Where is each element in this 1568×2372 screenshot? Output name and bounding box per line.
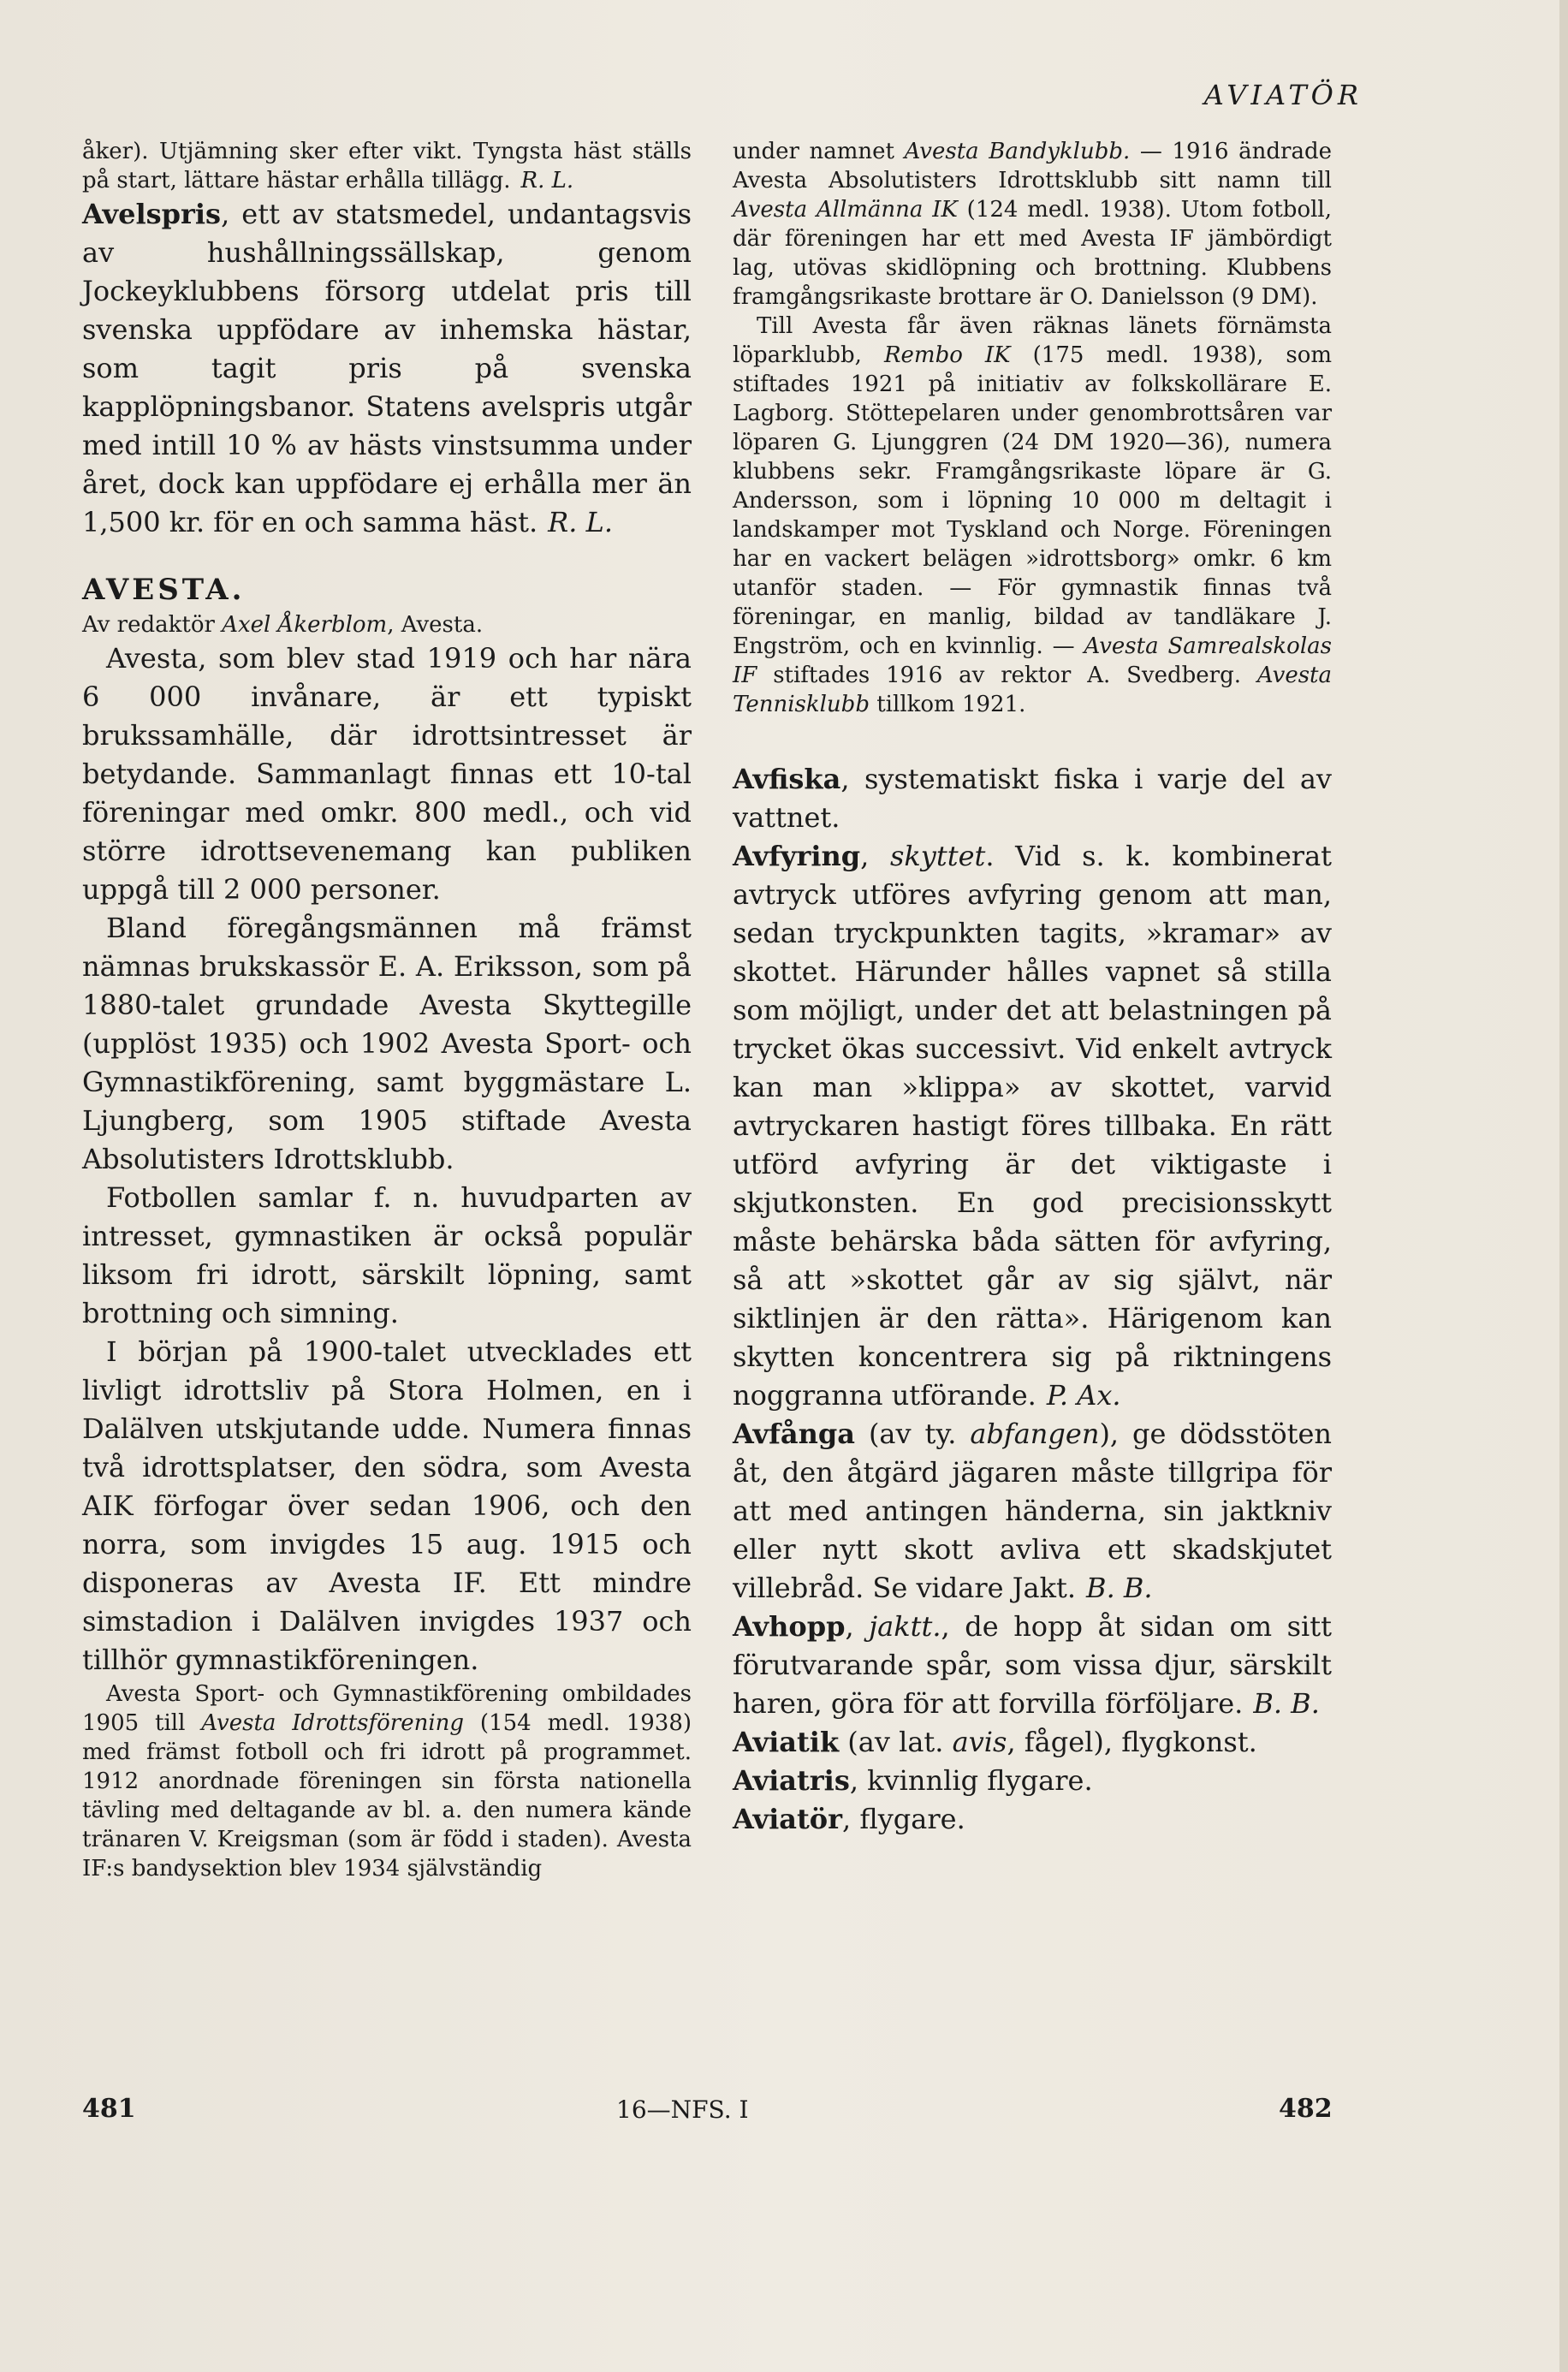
entry-term: Aviatör [733, 1803, 842, 1835]
paragraph [82, 1179, 692, 1333]
paragraph [82, 1333, 692, 1679]
right-column [733, 137, 1332, 1839]
entry-term: Avfyring [733, 840, 861, 872]
paragraph-text: , fågel), flygkonst. [1007, 1726, 1257, 1758]
paragraph [733, 312, 1332, 719]
paragraph [82, 1679, 692, 1883]
paragraph-text: — 1916 ändrade Avesta Absolutisters Idrottsklubb sitt namn till [733, 139, 1333, 193]
paragraph [733, 1608, 1332, 1723]
paragraph [733, 760, 1332, 837]
page-number-left: 481 [82, 2094, 136, 2124]
paragraph-text: stiftades 1916 av rektor A. Svedberg. [757, 663, 1257, 688]
paragraph [82, 639, 692, 909]
entry-term: Avfånga [733, 1418, 855, 1450]
italic-text: Avesta Idrottsförening [201, 1710, 465, 1736]
paragraph [733, 837, 1332, 1415]
entry-term: Avelspris [82, 198, 222, 230]
paragraph-text: , ett av statsmedel, undantagsvis av hushållningssällskap, genom Jockeyklubbens försorg utdelat pris till svenska uppfödare av inhemska hästar, som tagit pris på svenska kapplöpningsbanor. Statens avelspris utgår med intill 10 % av hästs vinstsumma under året, dock kan uppfödare ej erhålla mer än 1,500 kr. för en och samma häst. [82, 198, 692, 538]
paragraph-text: (av ty. [855, 1418, 971, 1450]
paragraph-text: Bland föregångsmännen må främst nämnas brukskassör E. A. Eriksson, som på 1880-talet grundade Avesta Skyttegille (upplöst 1935) och 1902 Avesta Sport- och Gymnastikförening, samt byggmästare L. Ljungberg, som 1905 stiftade Avesta Absolutisters Idrottsklubb. [82, 912, 692, 1175]
entry-term: Aviatik [733, 1726, 840, 1758]
paragraph-text: , systematiskt fiska i varje del av vattnet. [733, 763, 1332, 834]
italic-text: Rembo IK [883, 342, 1011, 368]
paragraph-text: ), ge dödsstöten åt, den åtgärd jägaren måste tillgripa för att med antingen händerna, sin jaktkniv eller nytt skott avliva ett skadskjutet villebråd. Se vidare Jakt. [733, 1418, 1332, 1604]
author-signature: B. B. [1086, 1572, 1153, 1604]
paragraph-text: under namnet [733, 139, 905, 164]
paragraph [733, 137, 1332, 312]
paragraph [82, 137, 692, 195]
italic-text: abfangen [970, 1418, 1100, 1450]
author-signature: R. L. [548, 506, 613, 538]
running-head: AVIATÖR [1203, 79, 1363, 111]
italic-text: Avesta Allmänna IK [733, 197, 958, 223]
paragraph [82, 909, 692, 1179]
paragraph [733, 1415, 1332, 1608]
author-signature: B. B. [1253, 1687, 1320, 1720]
paragraph [82, 610, 692, 639]
entry-term: Aviatris [733, 1764, 850, 1797]
paragraph-text: tillkom 1921. [869, 692, 1026, 717]
italic-text: Avesta Tennisklubb [733, 663, 1332, 717]
italic-text: skyttet [889, 840, 986, 872]
paragraph-text: (154 medl. 1938) med främst fotboll och fri idrott på programmet. 1912 anordnade föreningen sin första nationella tävling med deltagande av bl. a. den numera kände tränaren V. Kreigsman (som är född i staden). Avesta IF:s bandysektion blev 1934 självständig [82, 1710, 692, 1882]
paragraph-text: Av redaktör [82, 612, 223, 638]
paragraph-text: (175 medl. 1938), som stiftades 1921 på initiativ av folkskollärare E. Lagborg. Stöttepelaren under genombrottsåren var löparen G. Ljunggren (24 DM 1920—36), numera klubbens sekr. Framgångsrikaste löpare är G. Andersson, som i löpning 10 000 m deltagit i landskamper mot Tyskland och Norge. Föreningen har en vackert belägen »idrottsborg» omkr. 6 km utanför staden. — För gymnastik finnas två föreningar, en manlig, bildad av tandläkare J. Engström, och en kvinnlig. — [733, 342, 1333, 659]
paragraph [733, 1762, 1332, 1800]
paragraph-text: Fotbollen samlar f. n. huvudparten av intresset, gymnastiken är också populär liksom fri idrott, särskilt löpning, samt brottning och simning. [82, 1181, 692, 1329]
paragraph-text: , Avesta. [387, 612, 484, 638]
italic-text: jaktt. [869, 1610, 941, 1643]
paragraph-text: Avesta, som blev stad 1919 och har nära 6 000 invånare, är ett typiskt brukssamhälle, där idrottsintresset är betydande. Sammanlagt finnas ett 10-tal föreningar med omkr. 800 medl., och vid större idrottsevenemang kan publiken uppgå till 2 000 personer. [82, 642, 692, 906]
paragraph-text: . Vid s. k. kombinerat avtryck utföres avfyring genom att man, sedan tryckpunkten tagits, »kramar» av skottet. Härunder hålles vapnet så stilla som möjligt, under det att belastningen på trycket ökas successivt. Vid enkelt avtryck kan man »klippa» av skottet, varvid avtryckaren hastigt föres tillbaka. En rätt utförd avfyring är det viktigaste i skjutkonsten. En god precisionsskytt måste behärska båda sätten för avfyring, så att »skottet går av sig självt, när siktlinjen är den rätta». Härigenom kan skytten koncentrera sig på riktningens noggranna utförande. [733, 840, 1333, 1412]
printer-signature: 16—NFS. I [616, 2096, 749, 2124]
italic-text: Avesta Bandyklubb. [904, 139, 1131, 164]
paragraph-text: , kvinnlig flygare. [849, 1764, 1093, 1797]
paragraph-text: AVESTA. [82, 573, 246, 607]
paragraph [82, 195, 692, 542]
italic-text: Avesta Samrealskolas IF [733, 633, 1332, 688]
paragraph-text: (124 medl. 1938). Utom fotboll, där föreningen har ett med Avesta IF jämbördigt lag, utövas skidlöpning och brottning. Klubbens framgångsrikaste brottare är O. Danielsson (9 DM). [733, 197, 1332, 310]
author-signature: P. Ax. [1046, 1379, 1121, 1412]
paragraph-text: , de hopp åt sidan om sitt förutvarande spår, som vissa djur, särskilt haren, göra för att forvilla förföljare. [733, 1610, 1333, 1720]
page-number-right: 482 [1279, 2094, 1333, 2124]
section-heading [82, 573, 692, 607]
paragraph-text: , [860, 840, 890, 872]
paragraph-text: , [845, 1610, 870, 1643]
paragraph-text: (av lat. [839, 1726, 953, 1758]
entry-term: Avfiska [733, 763, 841, 795]
paragraph-text: åker). Utjämning sker efter vikt. Tyngsta häst ställs på start, lättare hästar erhålla tillägg. [82, 139, 692, 193]
paragraph-text: Till Avesta får även räknas länets förnämsta löparklubb, [733, 313, 1332, 368]
paragraph [733, 1723, 1332, 1762]
paragraph-text: Avesta Sport- och Gymnastikförening ombildades 1905 till [82, 1681, 692, 1736]
left-column [82, 137, 692, 1883]
italic-text: Axel Åkerblom [222, 612, 388, 638]
italic-text: avis [952, 1726, 1007, 1758]
paragraph [733, 1800, 1332, 1839]
paragraph-text: , flygare. [842, 1803, 965, 1835]
entry-term: Avhopp [733, 1610, 846, 1643]
paragraph-text: I början på 1900-talet utvecklades ett livligt idrottsliv på Stora Holmen, en i Dalälven utskjutande udde. Numera finnas två idrottsplatser, den södra, som Avesta AIK förfogar över sedan 1906, och den norra, som invigdes 15 aug. 1915 och disponeras av Avesta IF. Ett mindre simstadion i Dalälven invigdes 1937 och tillhör gymnastikföreningen. [82, 1335, 692, 1676]
author-signature: R. L. [520, 168, 574, 193]
page-edge [1559, 0, 1568, 2372]
